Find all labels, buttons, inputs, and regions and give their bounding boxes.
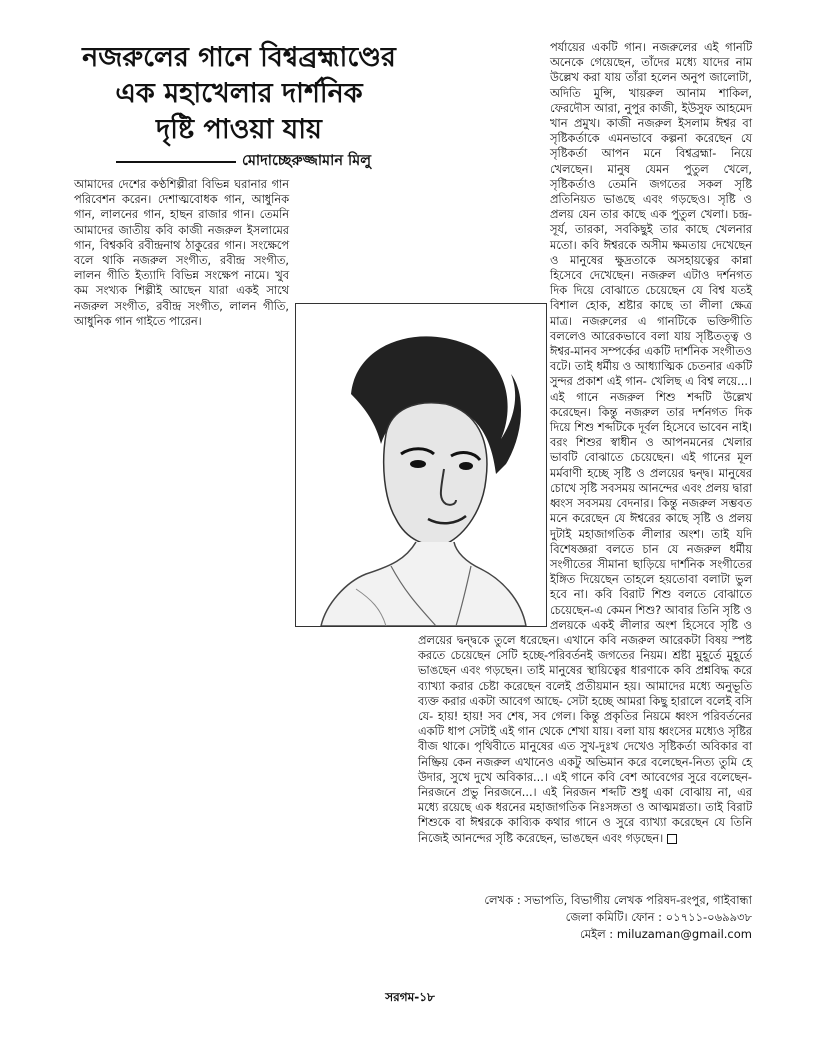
title-line-2: এক মহাখেলার দার্শনিক <box>115 78 363 109</box>
byline <box>116 150 406 174</box>
right-column <box>418 40 752 846</box>
title-line-3: দৃষ্টি পাওয়া যায় <box>156 114 322 145</box>
author-info-line-3: মেইল : miluzaman@gmail.com <box>580 927 752 941</box>
title-line-1: নজরুলের গানে বিশ্বব্রহ্মাণ্ডের <box>82 42 396 73</box>
right-paragraph-text: পর্যায়ের একটি গান। নজরুলের এই গানটি অনেকে গেয়েছেন, তাঁদের মধ্যে যাদের নাম উল্লেখ করা যায় তাঁরা হলেন অনুপ জালোটা, অদিতি মুন্সি, খায়রুল আনাম শাকিল, ফেরদৌস আরা, নুপুর কাজী, ইউসুফ আহমেদ খান প্রমুখ। কাজী নজরুল ইসলাম ঈশ্বর বা সৃষ্টিকর্তাকে এমনভাবে কল্পনা করেছেন যে সৃষ্টিকর্তা আপন মনে বিশ্বব্রহ্মা- নিয়ে খেলছেন। মানুষ যেমন পুতুল খেলে, সৃষ্টিকর্তাও তেমনি জগতের সকল সৃষ্টি প্রতিনিয়ত ভাঙছে এবং গড়ছেও। সৃষ্টি ও প্রলয় যেন তার কাছে এক পুতুল খেলা। চন্দ্র-সূর্য, তারকা, সবকিছুই তার কাছে খেলনার মতো। কবি ঈশ্বরকে অসীম ক্ষমতায় দেখেছেন ও মানুষের ক্ষুদ্রতাকে অসহায়ত্বের কান্না হিসেবে দেখেছেন। নজরুল এটাও দর্শনগত দিক দিয়ে বোঝাতে চেয়েছেন যে বিশ্ব যতই বিশাল হোক, শ্রষ্টার কাছে তা লীলা ক্ষেত্র মাত্র। নজরুলের এ গানটিকে ভক্তিগীতি বললেও আরেকভাবে বলা যায় সৃষ্টিতত্ত্ব ও ঈশ্বর-মানব সম্পর্কের একটি দার্শনিক সংগীতও বটে। তাই ধর্মীয় ও আধ্যাত্মিক চেতনার একটি সুন্দর প্রকাশ এই গান- খেলিছ এ বিশ্ব লয়ে...। এই গানে নজরুল শিশু শব্দটি উল্লেখ করেছেন। কিন্তু নজরুল তার দর্শনগত দিক দিয়ে শিশু শব্দটিকে দূর্বল হিসেবে ভাবেন নাই। বরং শিশুর স্বাধীন ও আপনমনের খেলার ভাবটি বোঝাতে চেয়েছেন। এই গানের মূল মর্মবাণী হচ্ছে সৃষ্টি ও প্রলয়ের দ্বন্দ্ব। মানুষের চোখে সৃষ্টি সবসময় আনন্দের এবং প্রলয় দ্বারা ধ্বংস সবসময় বেদনার। কিন্তু নজরুল সম্ভবত মনে করেছেন যে ঈশ্বরের কাছে সৃষ্টি ও প্রলয় দুটাই মহাজাগতিক লীলার অংশ। তাই যদি বিশেষজ্ঞরা বলতে চান যে নজরুল ধর্মীয় সংগীতের সীমানা ছাড়িয়ে দার্শনিক সংগীতের ইঙ্গিত দিয়েছেন তাহলে হয়তোবা বলাটা ভুল হবে না। কবি বিরাট শিশু বলতে বোঝাতে চেয়েছেন-এ কেমন শিশু? আবার তিনি সৃষ্টি ও প্রলয়কে একই লীলার অংশ হিসেবে সৃষ্টি ও প্রলয়ের দ্বন্দ্বকে তুলে ধরেছেন। এখানে কবি নজরুল আরেকটা বিষয় স্পষ্ট করতে চেয়েছেন সেটি হচ্ছে-পরিবর্তনই জগতের নিয়ম। শ্রষ্টা মুহূর্তে মুহূর্তে ভাঙছেন এবং গড়ছেন। তাই মানুষের স্থায়িত্বের ধারণাকে কবি প্রশ্নবিদ্ধ করে ব্যাখ্যা করার চেষ্টা করেছেন বলেই প্রতীয়মান হয়। আমাদের মধ্যে অনুভূতি ব্যক্ত করার একটা আবেগ আছে- সেটা হচ্ছে আমরা কিছু হারালে বলেই বসি যে- হায়! হায়! সব শেষ, সব গেল। কিন্তু প্রকৃতির নিয়মে ধ্বংস পরিবর্তনের একটি ধাপ সেটাই এই গান থেকে শেখা যায়। বলা যায় ধ্বংসের মধ্যেও সৃষ্টির বীজ থাকে। পৃথিবীতে মানুষের এত সুখ-দুঃখ দেখেও সৃষ্টিকর্তা অবিকার বা নিষ্ক্রিয় কেন নজরুল এখানেও একটু অভিমান করে বলেছেন-নিত্য তুমি হে উদার, সুখে দুখে অবিকার...। এই গানে কবি বেশ আবেগের সুরে বলেছেন-নিরজনে প্রভু নিরজনে...। এই নিরজন শব্দটি শুধু একা বোঝায় না, এর মধ্যে রয়েছে এক ধরনের মহাজাগতিক নিঃসঙ্গতা ও আত্মমগ্নতা। তাই বিরাট শিশুকে বা ঈশ্বরকে কাব্যিক কথার গানে ও সুরে ব্যাখ্যা করেছেন যে তিনি নিজেই আনন্দের সৃষ্টি করেছেন, ভাঙছেন এবং গড়ছেন। <box>418 41 752 845</box>
author-info <box>418 892 752 943</box>
author-info-line-2: জেলা কমিটি। ফোন : ০১৭১১-০৬৯৯৩৮ <box>565 910 752 924</box>
page-number: সরগম-১৮ <box>385 990 435 1004</box>
author-info-line-1: লেখক : সভাপতি, বিভাগীয় লেখক পরিষদ-রংপুর, গাইবান্ধা <box>484 893 752 907</box>
left-paragraph-1: আমাদের দেশের কণ্ঠশিল্পীরা বিভিন্ন ঘরানার গান পরিবেশন করেন। দেশাত্মবোধক গান, আধুনিক গান, লালনের গান, হাছন রাজার গান। তেমনি আমাদের জাতীয় কবি কাজী নজরুল ইসলামের গান, বিশ্বকবি রবীন্দ্রনাথ ঠাকুরের গান। সংক্ষেপে বলে থাকি নজরুল সংগীত, রবীন্দ্র সংগীত, লালন গীতি ইত্যাদি বিভিন্ন সংক্ষেপ নামে। খুব কম সংখ্যক শিল্পীই আছেন যারা একই সাথে নজরুল সংগীত, রবীন্দ্র সংগীত, লালন গীতি, আধুনিক গান গাইতে পারেন। <box>74 178 289 328</box>
byline-rule <box>116 161 236 163</box>
article-title <box>74 40 404 148</box>
author-name: মোদাচ্ছেরুজ্জামান মিলু <box>242 153 372 169</box>
end-mark-icon <box>667 834 677 844</box>
right-wrap-spacer <box>418 302 550 632</box>
